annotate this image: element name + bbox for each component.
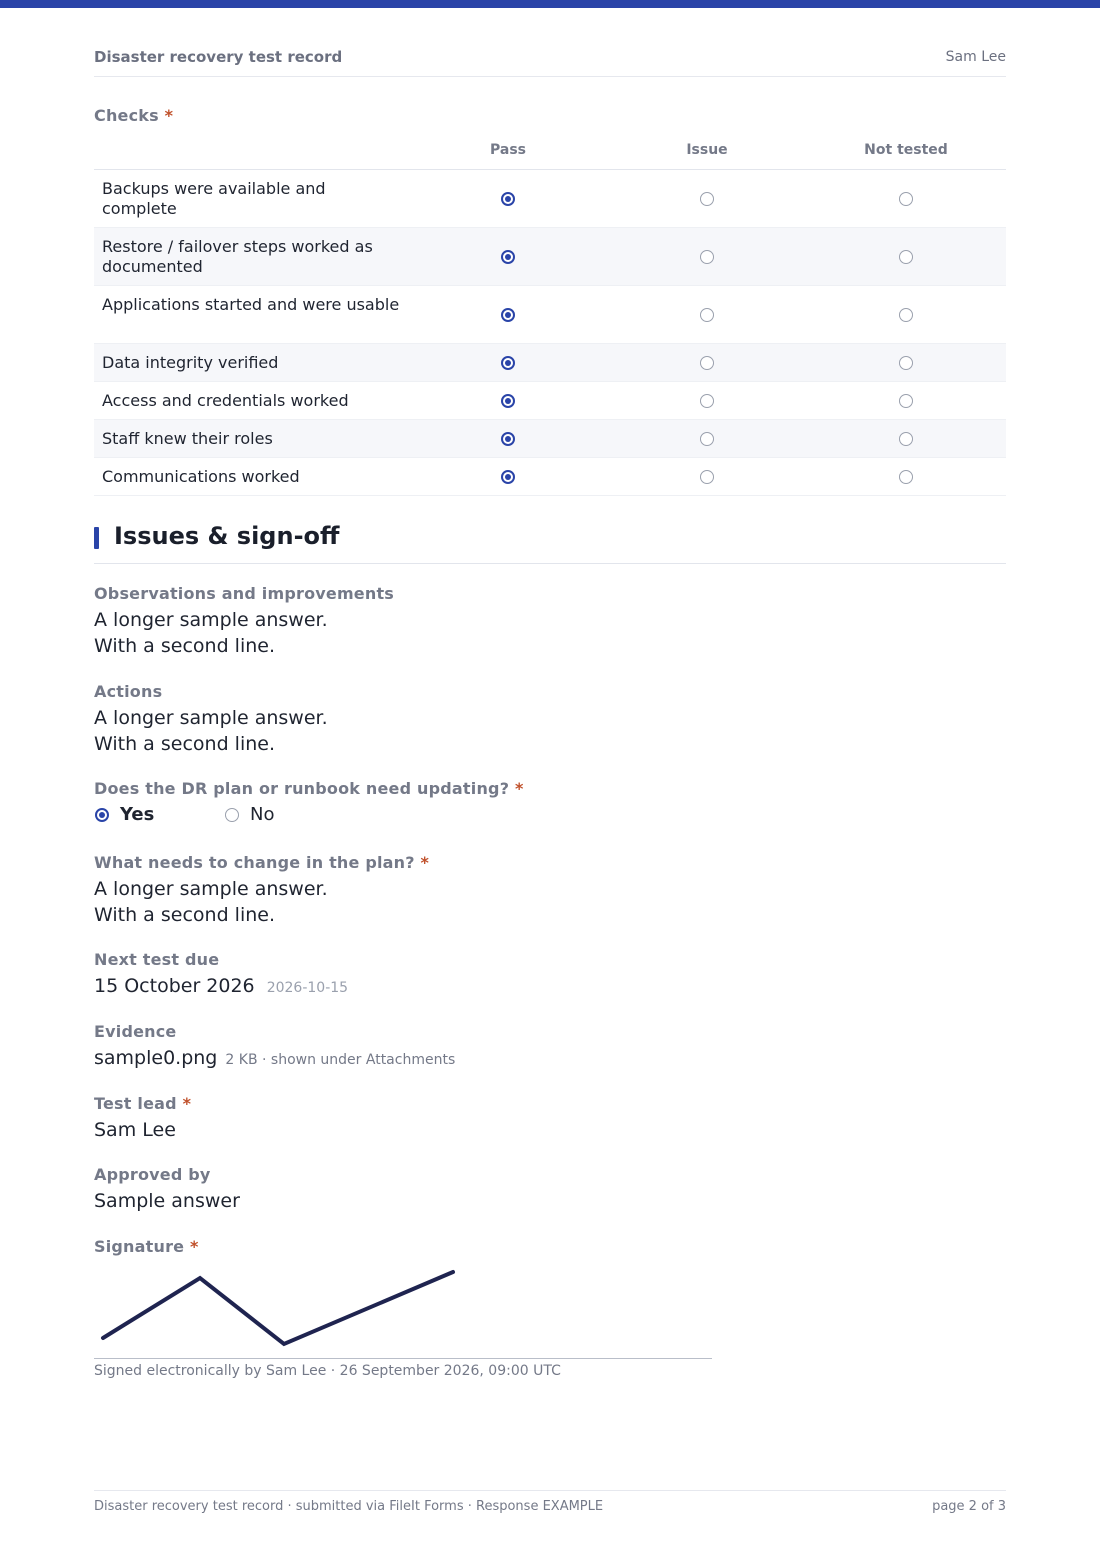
answer-line: With a second line. — [94, 635, 275, 657]
radio-selected-icon[interactable] — [95, 808, 109, 822]
next-test-answer — [94, 973, 348, 1001]
plan-change-field — [94, 853, 429, 928]
radio-selected-icon[interactable] — [501, 470, 515, 484]
radio-unselected-icon[interactable] — [899, 308, 913, 322]
next-test-field — [94, 950, 348, 1001]
plan-change-label — [94, 853, 429, 872]
header-user: Sam Lee — [945, 49, 1006, 65]
footer-left: Disaster recovery test record · submitted via FileIt Forms · Response EXAMPLE — [94, 1499, 604, 1514]
answer-line: A longer sample answer. — [94, 878, 328, 900]
plan-change-answer — [94, 876, 429, 928]
signature-field — [94, 1237, 199, 1256]
radio-unselected-icon[interactable] — [899, 192, 913, 206]
required-marker: * — [420, 853, 430, 872]
signature-image — [94, 1262, 714, 1358]
plan-update-label — [94, 779, 524, 798]
radio-unselected-icon[interactable] — [700, 250, 714, 264]
answer-line: With a second line. — [94, 904, 275, 926]
radio-unselected-icon[interactable] — [899, 356, 913, 370]
checks-label — [94, 106, 173, 125]
radio-unselected-icon[interactable] — [700, 394, 714, 408]
radio-unselected-icon[interactable] — [225, 808, 239, 822]
required-marker: * — [164, 106, 174, 125]
signature-line — [94, 1358, 712, 1359]
page-footer — [94, 1490, 1006, 1514]
answer-line: A longer sample answer. — [94, 609, 328, 631]
option-label: Yes — [120, 804, 155, 825]
observations-answer — [94, 607, 394, 659]
check-row-label: Access and credentials worked — [102, 390, 349, 410]
footer-page-number: page 2 of 3 — [932, 1499, 1006, 1514]
check-row-label: Staff knew their roles — [102, 428, 273, 448]
check-row-label: Backups were available and complete — [102, 178, 326, 218]
approved-by-label: Approved by — [94, 1165, 211, 1184]
evidence-meta: 2 KB · shown under Attachments — [225, 1052, 456, 1068]
radio-unselected-icon[interactable] — [700, 308, 714, 322]
approved-by-answer: Sample answer — [94, 1190, 240, 1212]
radio-selected-icon[interactable] — [501, 250, 515, 264]
next-test-label: Next test due — [94, 950, 220, 969]
evidence-field — [94, 1022, 455, 1073]
check-row — [94, 286, 1006, 344]
check-row — [94, 170, 1006, 228]
radio-selected-icon[interactable] — [501, 192, 515, 206]
test-lead-label-text: Test lead — [94, 1094, 177, 1113]
test-lead-label — [94, 1094, 191, 1113]
check-row — [94, 382, 1006, 420]
observations-field — [94, 584, 394, 659]
radio-unselected-icon[interactable] — [899, 432, 913, 446]
check-row-label: Data integrity verified — [102, 352, 279, 372]
radio-selected-icon[interactable] — [501, 356, 515, 370]
page-header — [94, 48, 1006, 77]
check-row-label: Communications worked — [102, 466, 300, 486]
section-title: Issues & sign-off — [114, 522, 340, 550]
radio-selected-icon[interactable] — [501, 432, 515, 446]
document-title: Disaster recovery test record — [94, 48, 343, 66]
signature-caption: Signed electronically by Sam Lee · 26 September 2026, 09:00 UTC — [94, 1363, 561, 1379]
checks-grid-header — [94, 136, 1006, 170]
answer-line: A longer sample answer. — [94, 707, 328, 729]
checks-grid-rows — [94, 170, 1006, 496]
radio-selected-icon[interactable] — [501, 308, 515, 322]
answer-line: With a second line. — [94, 733, 275, 755]
radio-unselected-icon[interactable] — [700, 192, 714, 206]
actions-label: Actions — [94, 682, 163, 701]
column-issue: Issue — [686, 142, 728, 158]
evidence-label: Evidence — [94, 1022, 177, 1041]
radio-unselected-icon[interactable] — [899, 470, 913, 484]
checks-label-text: Checks — [94, 106, 159, 125]
radio-selected-icon[interactable] — [501, 394, 515, 408]
checks-grid — [94, 136, 1006, 496]
plan-update-options — [94, 802, 394, 828]
evidence-filename[interactable]: sample0.png — [94, 1047, 218, 1069]
required-marker: * — [514, 779, 524, 798]
required-marker: * — [182, 1094, 192, 1113]
check-row — [94, 458, 1006, 496]
actions-answer — [94, 705, 328, 757]
signature-label — [94, 1237, 199, 1256]
actions-field — [94, 682, 328, 757]
option-label: No — [250, 804, 275, 825]
plan-change-label-text: What needs to change in the plan? — [94, 853, 415, 872]
top-accent-bar — [0, 0, 1100, 8]
radio-unselected-icon[interactable] — [700, 470, 714, 484]
radio-unselected-icon[interactable] — [700, 432, 714, 446]
test-lead-answer: Sam Lee — [94, 1119, 176, 1141]
plan-update-label-text: Does the DR plan or runbook need updating? — [94, 779, 510, 798]
signature-stroke — [103, 1272, 453, 1344]
column-pass: Pass — [490, 142, 526, 158]
radio-unselected-icon[interactable] — [899, 394, 913, 408]
check-row-label: Restore / failover steps worked as documented — [102, 236, 373, 276]
check-row — [94, 228, 1006, 286]
check-row — [94, 344, 1006, 382]
section-accent-bar — [94, 527, 99, 549]
check-row — [94, 420, 1006, 458]
check-row-label: Applications started and were usable — [102, 294, 400, 314]
next-test-iso-date: 2026-10-15 — [266, 980, 349, 996]
radio-unselected-icon[interactable] — [700, 356, 714, 370]
column-not-tested: Not tested — [864, 142, 948, 158]
next-test-date: 15 October 2026 — [94, 975, 255, 997]
test-lead-field — [94, 1094, 191, 1143]
evidence-answer — [94, 1045, 455, 1073]
section-header — [94, 522, 1006, 564]
radio-unselected-icon[interactable] — [899, 250, 913, 264]
signature-label-text: Signature — [94, 1237, 185, 1256]
approved-by-field — [94, 1165, 240, 1214]
required-marker: * — [190, 1237, 199, 1256]
plan-update-field — [94, 779, 524, 828]
observations-label: Observations and improvements — [94, 584, 395, 603]
